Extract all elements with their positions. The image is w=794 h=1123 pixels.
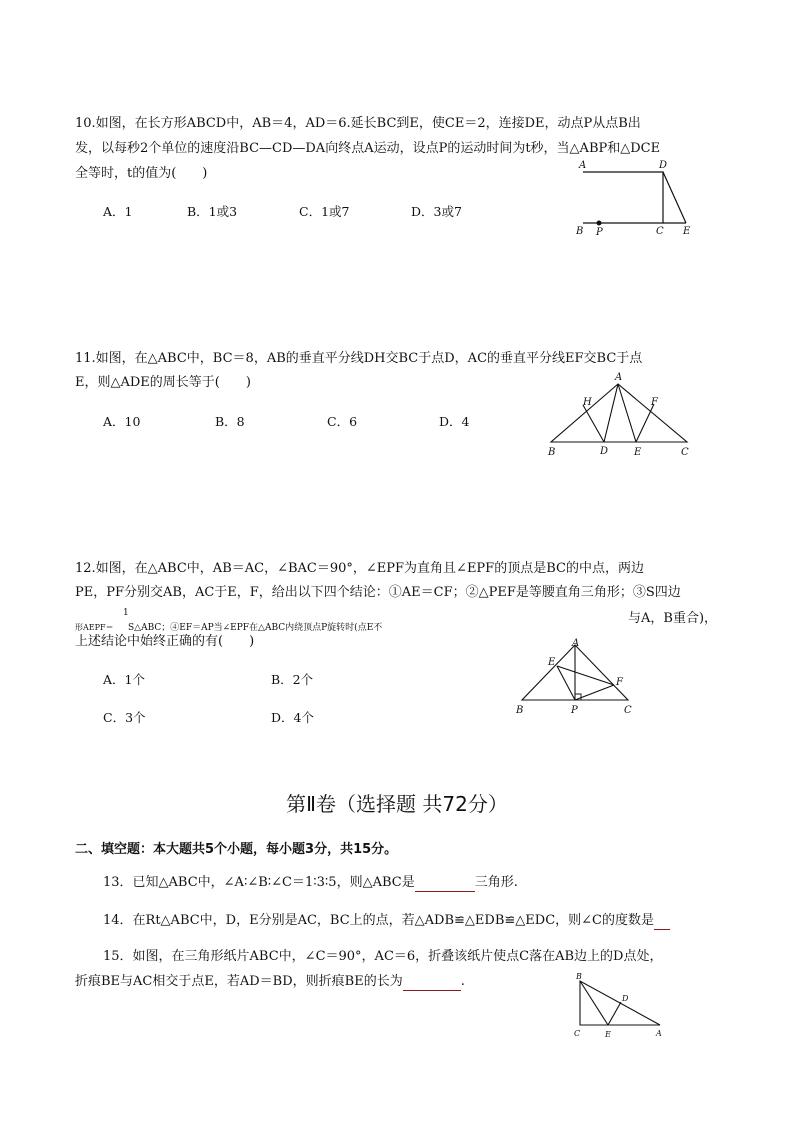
q11-label-a: A: [615, 372, 623, 383]
q11-option-b: B．8: [215, 414, 245, 429]
q15-label-b: B: [576, 972, 582, 981]
q15-label-d: D: [622, 994, 629, 1003]
q14-text: [103, 912, 670, 930]
q12-text-line3b: S△ABC；④EF＝AP当∠EPF在△ABC内绕顶点P旋转时(点E不: [128, 623, 383, 633]
q10-text-line3: 全等时，t的值为( ): [75, 166, 208, 181]
q10-option-d: D．3或7: [411, 204, 462, 219]
q13-answer-blank[interactable]: [415, 877, 475, 892]
q12-option-c: C．3个: [103, 710, 146, 725]
q12-label-e: E: [548, 657, 556, 668]
q15-suffix: .: [460, 974, 465, 989]
q12-label-c: C: [624, 705, 632, 716]
q11-triangle-abc: [551, 384, 687, 442]
q10-label-d: D: [659, 160, 668, 171]
q11-label-e: E: [634, 447, 642, 458]
q10-label-a: A: [579, 160, 587, 171]
q11-line-ae: [618, 384, 636, 442]
q12-label-p: P: [571, 705, 578, 716]
q15-label-c: C: [574, 1029, 581, 1038]
q15-label-e: E: [605, 1030, 611, 1039]
q11-label-f: F: [651, 397, 658, 408]
q15-answer-blank[interactable]: [403, 976, 461, 991]
q11-text-line2: E，则△ADE的周长等于( ): [75, 375, 251, 390]
q11-text-line1: 11.如图，在△ABC中，BC＝8，AB的垂直平分线DH交BC于点D，AC的垂直平分线EF交BC于点: [75, 351, 643, 366]
q12-frac-numerator: 1: [123, 608, 129, 618]
q12-figure: [510, 636, 640, 720]
q12-label-a: A: [572, 638, 580, 649]
q11-label-c: C: [681, 447, 689, 458]
q11-label-d: D: [600, 446, 609, 457]
q10-label-e: E: [683, 226, 691, 237]
q11-label-b: B: [548, 447, 556, 458]
q13-prefix: 13．已知△ABC中，∠A∶∠B∶∠C＝1∶3∶5，则△ABC是: [103, 875, 415, 890]
q10-label-p: P: [596, 227, 603, 238]
q13-text: [103, 874, 518, 892]
q15-figure: [570, 968, 670, 1042]
q10-segment-de: [663, 172, 686, 223]
q12-text-line3c: 与A，B重合)，: [628, 611, 718, 626]
q10-option-c: C．1或7: [299, 204, 350, 219]
q12-text-line1: 12.如图，在△ABC中，AB＝AC，∠BAC＝90°，∠EPF为直角且∠EPF的顶点是BC的中点，两边: [75, 561, 644, 576]
q14-answer-blank[interactable]: [654, 915, 670, 930]
q12-label-b: B: [516, 705, 524, 716]
part2-heading: 第Ⅱ卷（选择题 共72分）: [286, 792, 508, 816]
q12-option-a: A．1个: [103, 672, 145, 687]
q11-line-ad: [604, 384, 618, 442]
q11-figure: [540, 370, 700, 460]
q15-fold-be: [580, 981, 608, 1025]
q15-text-line2: [75, 973, 465, 991]
q11-bisector-ef: [636, 404, 654, 442]
q12-label-f: F: [616, 677, 623, 688]
q12-text-line3a: 形AEPF＝: [75, 623, 114, 632]
q11-label-h: H: [583, 397, 592, 408]
q12-text-line2: PE，PF分别交AB，AC于E，F，给出以下四个结论：①AE＝CF；②△PEF是等腰直角三角形；③S四边: [75, 585, 681, 600]
q15-prefix: 折痕BE与AC相交于点E，若AD＝BD，则折痕BE的长为: [75, 974, 403, 989]
q12-text-line4: 上述结论中始终正确的有( ): [75, 634, 255, 649]
q10-figure: [570, 158, 700, 240]
q11-option-c: C．6: [327, 414, 358, 429]
q10-text-line1: 10.如图，在长方形ABCD中，AB＝4，AD＝6.延长BC到E，使CE＝2，连接DE，动点P从点B出: [75, 116, 641, 131]
q15-line-ed: [608, 1002, 621, 1025]
q15-text-line1: 15．如图，在三角形纸片ABC中，∠C＝90°，AC＝6，折叠该纸片使点C落在AB边上的D点处，: [103, 949, 663, 964]
q10-rectangle-with-extension: [583, 172, 663, 223]
q10-option-a: A．1: [103, 204, 133, 219]
q10-label-b: B: [576, 226, 584, 237]
q10-option-b: B．1或3: [187, 204, 238, 219]
q11-option-a: A．10: [103, 414, 141, 429]
q10-label-c: C: [656, 226, 664, 237]
q11-bisector-dh: [583, 405, 604, 442]
q12-option-b: B．2个: [271, 672, 314, 687]
q10-text-line2: 发，以每秒2个单位的速度沿BC—CD—DA向终点A运动，设点P的运动时间为t秒，当△ABP和△DCE: [75, 141, 661, 156]
q12-option-d: D．4个: [271, 710, 314, 725]
q13-suffix: 三角形.: [474, 875, 518, 890]
q15-label-a: A: [656, 1029, 662, 1038]
section-fill-blank-title: 二、填空题：本大题共5个小题，每小题3分，共15分。: [75, 842, 398, 857]
q10-point-p: [597, 221, 602, 226]
q11-option-d: D．4: [439, 414, 470, 429]
q14-prefix: 14．在Rt△ABC中，D，E分别是AC，BC上的点，若△ADB≌△EDB≌△EDC，则∠C的度数是: [103, 913, 654, 928]
